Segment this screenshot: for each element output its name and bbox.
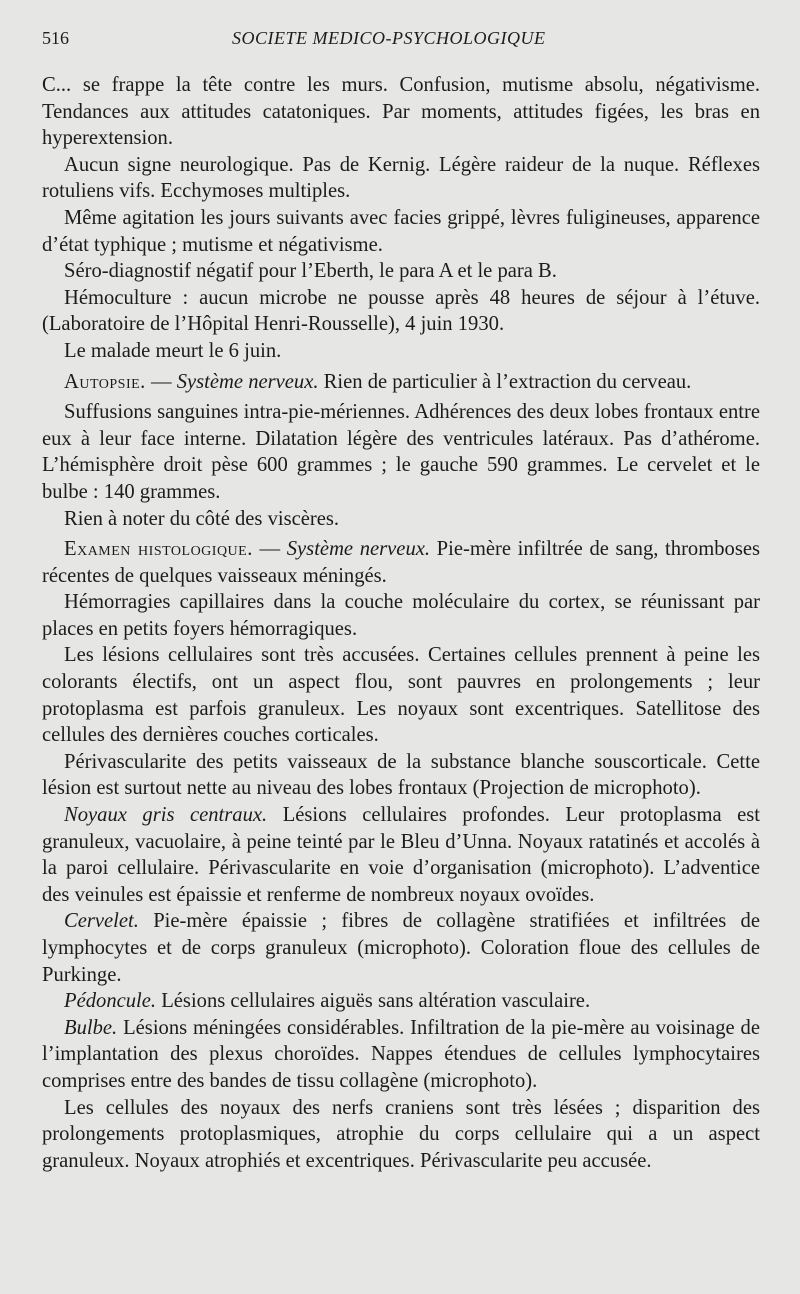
- autopsy-label: Autopsie.: [64, 370, 146, 393]
- noyaux-text: Lésions cellulaires profondes. Leur protoplasma est granuleux, vacuolaire, à peine teinté par le Bleu d’Unna. Noyaux ratatinés et accolés à la paroi cellulaire. Périvascularite en voie d’organisation (microphoto). L’adventice des veinules est épaissie et renferme de nombreux noyaux ovoïdes.: [42, 804, 760, 906]
- histology-text: Pie-mère infiltrée de sang, thromboses récentes de quelques vaisseaux méningés.: [42, 538, 761, 587]
- paragraph-visceres: Rien à noter du côté des viscères.: [64, 507, 340, 530]
- pedoncule-text: Lésions cellulaires aiguës sans altération vasculaire.: [156, 990, 591, 1013]
- paragraph-pedoncule: [42, 988, 760, 1015]
- histology-label: Examen histologique.: [64, 538, 253, 561]
- cervelet-heading: Cervelet.: [64, 910, 139, 933]
- histology-dash: —: [252, 538, 287, 561]
- paragraph-death: Le malade meurt le 6 juin.: [64, 339, 282, 362]
- paragraph-serodiagnostic: Séro-diagnostif négatif pour l’Eberth, le para A et le para B.: [64, 260, 557, 283]
- paragraph-observation: C... se frappe la tête contre les murs. Confusion, mutisme absolu, négativisme. Tendances aux attitudes catatoniques. Par moments, attitudes figées, les bras en hyperextension.: [42, 74, 760, 150]
- autopsy-heading: Système nerveux.: [176, 370, 319, 393]
- paragraph-cell-lesions: Les lésions cellulaires sont très accusées. Certaines cellules prennent à peine les colorants électifs, ont un aspect flou, sont pauvres en prolongements ; leur protoplasma est parfois granuleux. Les noyaux sont excentriques. Satellitose des cellules des dernières couches corticales.: [42, 644, 760, 747]
- bulbe-text: Lésions méningées considérables. Infiltration de la pie-mère au voisinage de l’implantation des plexus choroïdes. Nappes étendues de cellules lymphocytaires comprises entre des bandes de tissu collagène (microphoto).: [42, 1016, 760, 1092]
- paragraph-hemoculture: Hémoculture : aucun microbe ne pousse après 48 heures de séjour à l’étuve. (Laboratoire de l’Hôpital Henri-Rousselle), 4 juin 1930.: [42, 286, 760, 336]
- paragraph-agitation: Même agitation les jours suivants avec facies grippé, lèvres fuligineuses, apparence d’état typhique ; mutisme et négativisme.: [42, 206, 760, 256]
- paragraph-perivascularity: Périvascularite des petits vaisseaux de la substance blanche souscorticale. Cette lésion est surtout nette au niveau des lobes frontaux (Projection de microphoto).: [42, 750, 760, 800]
- bulbe-heading: Bulbe.: [64, 1016, 118, 1039]
- paragraph-neurologic: Aucun signe neurologique. Pas de Kernig. Légère raideur de la nuque. Réflexes rotuliens vifs. Ecchymoses multiples.: [42, 153, 760, 203]
- paragraph-autopsy: [42, 369, 760, 396]
- autopsy-text: Rien de particulier à l’extraction du cerveau.: [318, 370, 692, 393]
- pedoncule-heading: Pédoncule.: [64, 990, 157, 1013]
- body-text: [42, 72, 760, 1174]
- paragraph-histology: [42, 536, 760, 589]
- running-header: [42, 28, 760, 62]
- paragraph-suffusions: Suffusions sanguines intra-pie-mériennes. Adhérences des deux lobes frontaux entre eux à leur face interne. Dilatation légère des ventricules latéraux. Pas d’athérome. L’hémisphère droit pèse 600 grammes ; le gauche 590 grammes. Le cervelet et le bulbe : 140 grammes.: [42, 401, 760, 503]
- journal-title: SOCIETE MEDICO-PSYCHOLOGIQUE: [232, 28, 546, 48]
- autopsy-dash: —: [145, 370, 177, 393]
- histology-heading: Système nerveux.: [286, 538, 431, 561]
- page-number: 516: [42, 28, 69, 48]
- paragraph-bulbe: [42, 1015, 760, 1095]
- paragraph-noyaux: [42, 802, 760, 908]
- paragraph-hemorrhages: Hémorragies capillaires dans la couche moléculaire du cortex, se réunissant par places en petits foyers hémorragiques.: [42, 591, 760, 640]
- paragraph-cervelet: [42, 908, 760, 988]
- cervelet-text: Pie-mère épaissie ; fibres de collagène stratifiées et infiltrées de lymphocytes et de corps granuleux (microphoto). Coloration floue des cellules de Purkinge.: [42, 910, 760, 986]
- paragraph-cranial-nerves: Les cellules des noyaux des nerfs craniens sont très lésées ; disparition des prolongements protoplasmiques, atrophie du corps cellulaire qui a un aspect granuleux. Noyaux atrophiés et excentriques. Périvascularite peu accusée.: [42, 1096, 760, 1172]
- noyaux-heading: Noyaux gris centraux.: [64, 804, 268, 827]
